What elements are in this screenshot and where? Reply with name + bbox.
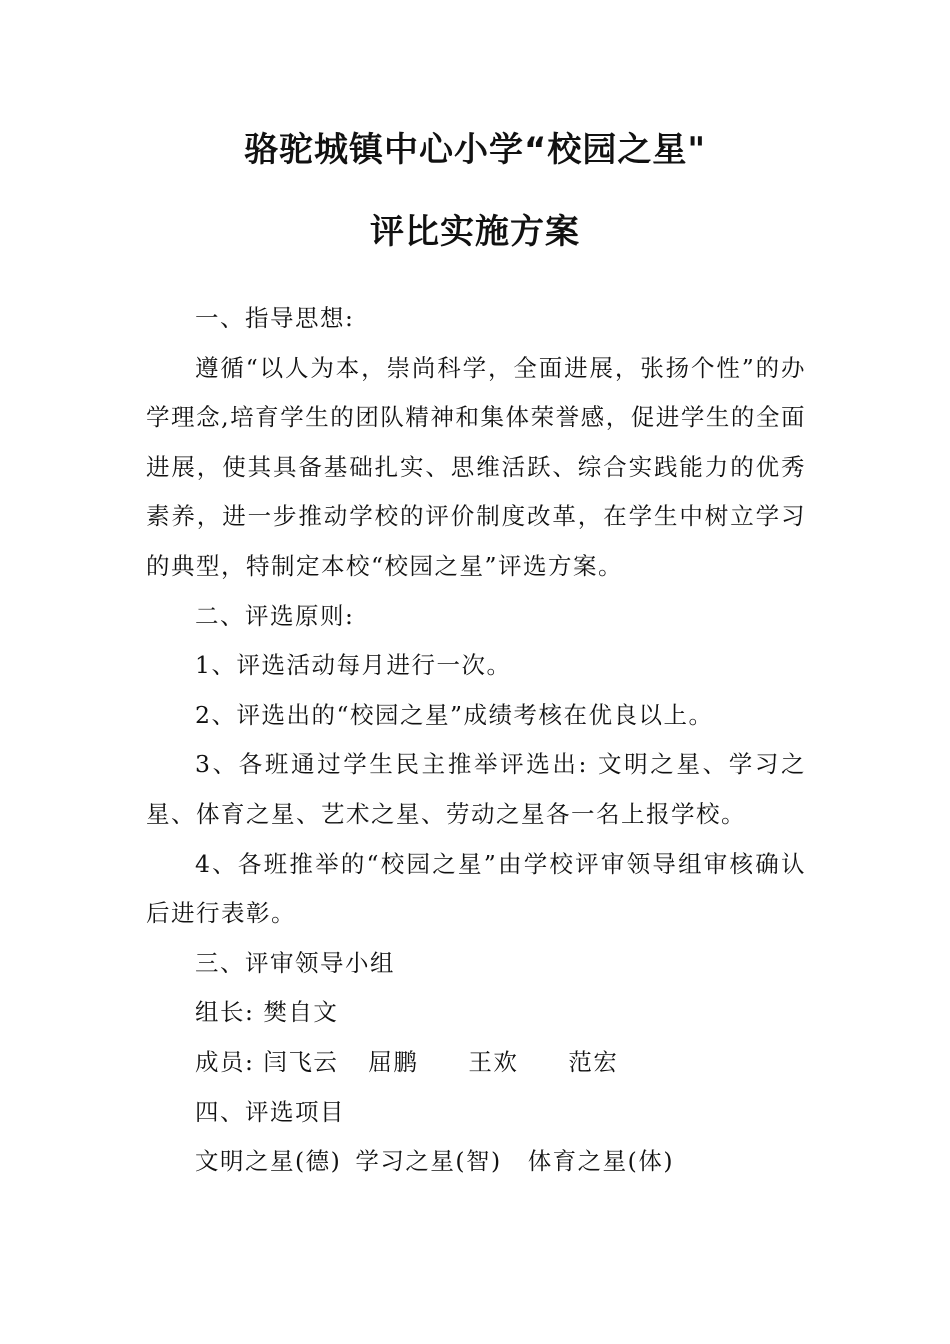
committee-members: [146, 1038, 806, 1088]
item-2: 学习之星(智): [355, 1147, 502, 1176]
item-1: 文明之星(德): [195, 1147, 342, 1176]
committee-heading: 三、评审领导小组: [195, 948, 395, 977]
principle-2: 2、评选出的“校园之星”成绩考核在优良以上。: [195, 700, 714, 729]
document-title-line-1: 骆驼城镇中心小学“校园之星": [243, 130, 707, 170]
guiding-heading: 一、指导思想:: [195, 304, 355, 332]
document-body: [146, 294, 806, 1187]
items-heading: 四、评选项目: [195, 1097, 345, 1126]
principles-heading: 二、评选原则:: [195, 601, 355, 630]
guiding-paragraph: 遵循“以人为本，崇尚科学，全面进展，张扬个性”的办学理念,培育学生的团队精神和集体荣誉感，促进学生的全面进展，使其具备基础扎实、思维活跃、综合实践能力的优秀素养，进一步推动学校的评价制度改革，在学生中树立学习的典型，特制定本校“校园之星”评选方案。: [146, 353, 806, 580]
items-list: [146, 1137, 806, 1187]
member-2: 屈鹏: [368, 1047, 419, 1076]
principle-4: 4、各班推举的“校园之星”由学校评审领导组审核确认后进行表彰。: [146, 849, 806, 928]
document-title-line-2: 评比实施方案: [370, 212, 580, 252]
committee-leader: 组长: 樊自文: [195, 998, 339, 1027]
principle-3: 3、各班通过学生民主推举评选出: 文明之星、学习之星、体育之星、艺术之星、劳动之星各一名上报学校。: [146, 750, 806, 828]
member-3: 王欢: [468, 1047, 519, 1076]
member-4: 范宏: [568, 1047, 619, 1076]
principle-1: 1、评选活动每月进行一次。: [195, 651, 512, 680]
item-3: 体育之星(体): [527, 1147, 675, 1176]
member-1: 成员: 闫飞云: [195, 1047, 339, 1076]
